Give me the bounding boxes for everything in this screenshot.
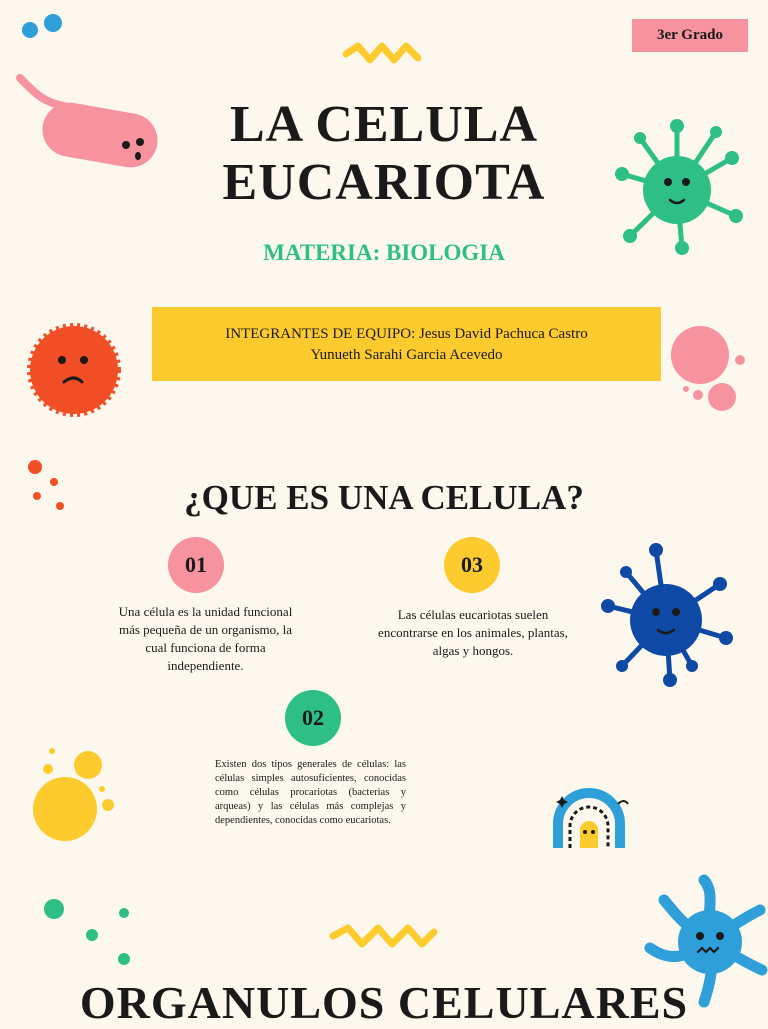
blue-dots-icon [0,0,80,50]
team-box [152,307,661,381]
yellow-bubbles-icon [30,745,120,845]
pink-bacteria-icon [14,72,164,172]
point-text-01: Una célula es la unidad funcional más pequeña de un organismo, la cual funciona de forma independiente. [118,604,293,673]
point-number-01: 01 [168,537,224,593]
team-line-2: Yunueth Sarahi Garcia Acevedo [310,347,503,363]
yellow-zigzag-icon [342,40,424,70]
subject-label: MATERIA: BIOLOGIA [263,240,505,265]
blue-virus-icon [598,540,738,690]
yellow-zigzag-bottom-icon [328,922,438,958]
pink-bubbles-icon [668,325,748,420]
point-text-03: Las células eucariotas suelen encontrarse en los animales, plantas, algas y hongos. [378,607,568,658]
point-number-03: 03 [444,537,500,593]
light-blue-virus-icon [640,872,768,1012]
point-text-02: Existen dos tipos generales de células: las células simples autosuficientes, conocidas como células procariotas (bacterias y arqueas) y las células más complejas y dependientes, conocidas como eucariotas. [215,759,406,826]
team-line-1: INTEGRANTES DE EQUIPO: Jesus David Pachuca Castro [225,326,588,342]
question-heading: ¿QUE ES UNA CELULA? [184,478,584,517]
green-virus-icon [612,118,747,258]
point-number-02: 02 [285,690,341,746]
red-virus-icon [24,320,124,420]
red-dots-icon [24,456,74,516]
page-title-line1: LA CELULA [229,96,539,153]
page-title-line2: EUCARIOTA [222,154,546,211]
rainbow-icon [548,788,630,854]
organelles-heading: ORGANULOS CELULARES [79,977,689,1028]
green-dots-icon [40,895,140,970]
grade-badge: 3er Grado [632,19,748,52]
